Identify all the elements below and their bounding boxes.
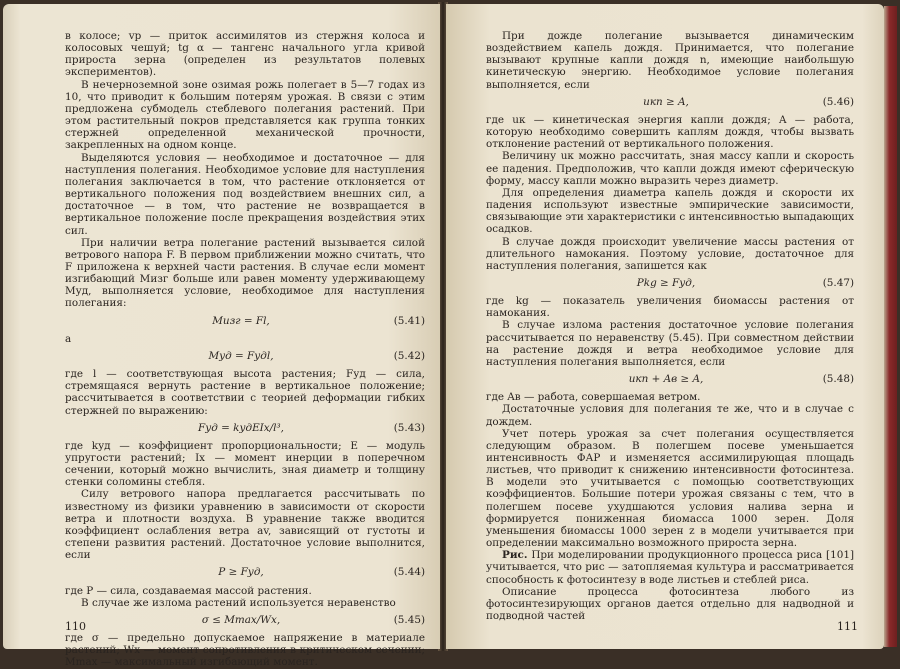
paragraph-body: При моделировании продукционного процесса риса [101] учитывается, что рис — затопляемая культура и рассматривается способность к фотосинтезу в воде листьев и стеблей риса. xyxy=(486,549,854,586)
paragraph-rice xyxy=(486,549,854,585)
left-page-number: 110 xyxy=(65,620,86,633)
equation xyxy=(65,350,425,362)
paragraph: Для определения диаметра капель дождя и скорости их падения используют известные эмпирические зависимости, связывающие эти характеристики с интенсивностью выпадающих осадков. xyxy=(486,186,854,236)
equation xyxy=(486,277,854,289)
left-page xyxy=(3,4,440,669)
equation-number: (5.42) xyxy=(393,349,425,362)
paragraph: Описание процесса фотосинтеза любого из фотосинтезирующих органов дается отдельно для надводной и подводной частей xyxy=(486,585,854,623)
book-edge xyxy=(884,6,897,647)
paragraph: В случае же излома растений используется неравенство xyxy=(81,596,396,609)
equation xyxy=(65,315,425,327)
paragraph: где P — сила, создаваемая массой растения. xyxy=(65,584,312,597)
paragraph: в колосе; vр — приток ассимилятов из стержня колоса и колосовых чешуй; tg α — тангенс начального угла кривой прироста зерна (определен из результатов полевых экспериментов). xyxy=(65,30,425,79)
equation-number: (5.48) xyxy=(822,373,854,386)
paragraph: При наличии ветра полегание растений вызывается силой ветрового напора F. В первом приближении можно считать, что F приложена к верхней части растения. В случае если момент изгибающий Mизг больше или равен моменту удерживающему Mуд, выполняется условие, необходимое для наступления полегания: xyxy=(65,236,425,310)
equation-number: (5.44) xyxy=(393,566,425,579)
paragraph: где uк — кинетическая энергия капли дождя; A — работа, которую необходимо совершить каплям дождя, чтобы вызвать отклонение растений от вертикального положения. xyxy=(486,113,854,151)
paragraph: Силу ветрового напора предлагается рассчитывать по известному из физики уравнению в зависимости от скорости ветра и плотности воздуха. В уравнение также вводится коэффициент ослабления ветра av, зависящий от густоты и степени развития растений. Достаточное условие выполнится, если xyxy=(65,488,425,562)
equation xyxy=(65,566,425,578)
paragraph: Достаточные условия для полегания те же, что и в случае с дождем. xyxy=(486,403,854,428)
right-page xyxy=(446,4,884,649)
equation-formula: Mизг = Fl, xyxy=(212,314,270,327)
equation-formula: Pkg ≥ Fуд, xyxy=(636,276,696,289)
paragraph: В нечерноземной зоне озимая рожь полегает в 5—7 годах из 10, что приводит к большим потерям урожая. В связи с этим предложена субмодель стеблевого полегания растений. При этом растительный покров представляется как группа тонких стержней определенной механической прочности, закрепленных на одном конце. xyxy=(65,78,425,152)
equation xyxy=(486,96,854,108)
conjunction-text: а xyxy=(65,332,72,345)
equation-number: (5.46) xyxy=(822,95,854,108)
equation-formula: σ ≤ Mmax/Wx, xyxy=(201,613,281,626)
paragraph: где l — соответствующая высота растения; Fуд — сила, стремящаяся вернуть растение в вертикальное положение; рассчитывается в соответствии с теорией деформации гибких стержней по выражению: xyxy=(65,368,425,417)
paragraph: где σ — предельно допускаемое напряжение в материале растений; Wx — момент сопротивления в критическом сечении; Mmax — максимальный изгибающий момент. xyxy=(65,632,425,669)
paragraph: В случае дождя происходит увеличение массы растения от длительного намокания. Поэтому условие, достаточное для наступления полегания, запишется как xyxy=(486,235,854,272)
equation xyxy=(65,614,425,626)
equation-formula: uкn + Aв ≥ A, xyxy=(628,373,704,386)
equation-formula: Fуд = kудEIx/l³, xyxy=(198,421,284,434)
paragraph: где kуд — коэффициент пропорциональности; E — модуль упругости растений; Ix — момент инерции в поперечном сечении, который можно вычислить, зная диаметр и толщину стенки соломины стебля. xyxy=(65,439,425,489)
equation xyxy=(65,422,425,434)
paragraph-lead: Рис. xyxy=(502,549,528,562)
equation-formula: Mуд = Fудl, xyxy=(208,349,274,362)
equation-number: (5.47) xyxy=(822,276,854,289)
right-page-text xyxy=(486,30,854,622)
equation-formula: P ≥ Fуд, xyxy=(218,566,264,579)
equation-formula: uкn ≥ A, xyxy=(643,95,689,108)
paragraph: где Aв — работа, совершаемая ветром. xyxy=(486,391,701,404)
right-page-number: 111 xyxy=(837,620,858,633)
equation-number: (5.45) xyxy=(393,613,425,626)
equation-number: (5.43) xyxy=(393,421,425,434)
left-page-text xyxy=(65,30,425,669)
paragraph: Величину uк можно рассчитать, зная массу капли и скорость ее падения. Предположив, что капли дождя имеют сферическую форму, массу капли можно выразить через диаметр. xyxy=(486,150,854,187)
paragraph: где kg — показатель увеличения биомассы растения от намокания. xyxy=(486,295,854,320)
paragraph: Учет потерь урожая за счет полегания осуществляется следующим образом. В полегшем посеве уменьшается интенсивность ФАР и изменяется ассимилирующая площадь листьев, что приводит к снижению интенсивности фотосинтеза. В модели это учитывается с помощью соответствующих коэффициентов. Большие потери урожая связаны с тем, что в полегшем посеве ухудшаются условия налива зерна и формируется пониженная биомасса 1000 зерен. Доля уменьшения биомассы 1000 зерен z в модели учитывается при определении максимально возможного прироста зерна. xyxy=(486,427,854,550)
paragraph: При дожде полегание вызывается динамическим воздействием капель дождя. Принимается, что полегание вызывают крупные капли дождя n, имеющие наибольшую кинетическую энергию. Необходимое условие полегания выполняется, если xyxy=(486,30,854,91)
paragraph: В случае излома растения достаточное условие полегания рассчитывается по неравенству (5.45). При совместном действии на растение дождя и ветра необходимое условие для наступления полегания выполняется, если xyxy=(486,319,854,368)
paragraph: Выделяются условия — необходимое и достаточное — для наступления полегания. Необходимое условие для наступления полегания заключается в том, что растение отклоняется от вертикального положения под воздействием внешних сил, а достаточное — в том, что растение не возвращается в вертикальное положение после прекращения воздействия этих сил. xyxy=(65,151,425,237)
equation-number: (5.41) xyxy=(393,314,425,327)
equation xyxy=(486,373,854,385)
